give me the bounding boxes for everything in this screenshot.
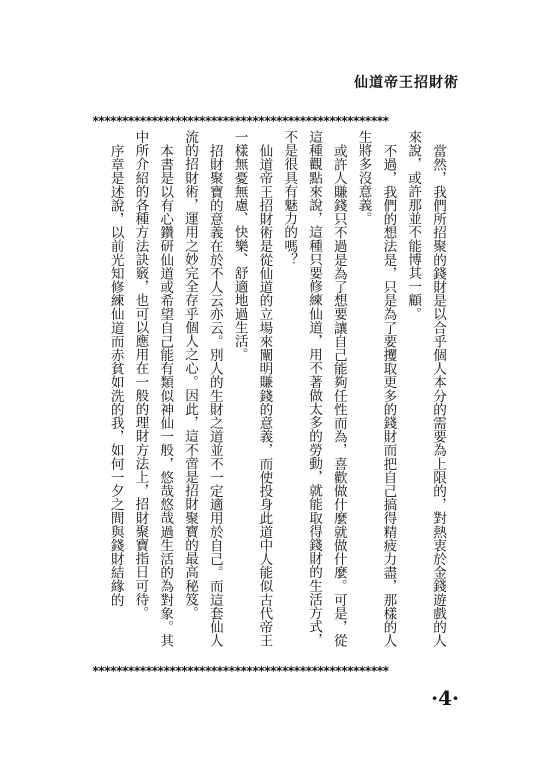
- paragraph-2: 不過，我們的想法是，只是為了要攫取更多的錢財而把自己搞得精疲力盡，那樣的人生將多沒意義。: [355, 130, 397, 647]
- paragraph-6: 本書是以有心鑽研仙道或希望自己能有類似神仙一般，悠哉悠哉過生活的為對象。其中所介紹的各種方法訣竅，也可以應用在一般的理財方法上，招財聚寶指日可待。: [132, 130, 174, 647]
- page-number: ·4·: [431, 686, 459, 710]
- top-star-rule: **************************************************: [92, 114, 389, 128]
- paragraph-3: 或許人賺錢只不過是為了想要讓自己能夠任性而為，喜歡做什麼就做什麼。可是，從這種觀點來說，這種只要修練仙道，用不著做太多的勞動，就能取得錢財的生活方式，不是很具有魅力的嗎？: [281, 130, 347, 647]
- body-text-block: [100, 130, 450, 660]
- paragraph-7: 序章是述說，以前光知修練仙道而赤貧如洗的我，如何一夕之間與錢財結緣的: [107, 143, 124, 606]
- bottom-star-rule: **************************************************: [92, 664, 389, 678]
- paragraph-1: 當然，我們所招聚的錢財是以合乎個人本分的需要為上限的，對熱衷於金錢遊戲的人來說，或許那並不能博其一顧。: [405, 130, 446, 647]
- paragraph-5: 招財聚寶的意義在於不人云亦云。別人的生財之道並不一定適用於自己。而這套仙人流的招財術，運用之妙完全存乎個人之心。因此，這不啻是招財聚寶的最高秘笈。: [182, 130, 223, 647]
- paragraph-4: 仙道帝王招財術是從仙道的立場來闡明賺錢的意義，而使投身此道中人能似古代帝王一樣無憂無慮、快樂、舒適地過生活。: [231, 130, 273, 647]
- running-header-title: 仙道帝王招財術: [354, 75, 459, 91]
